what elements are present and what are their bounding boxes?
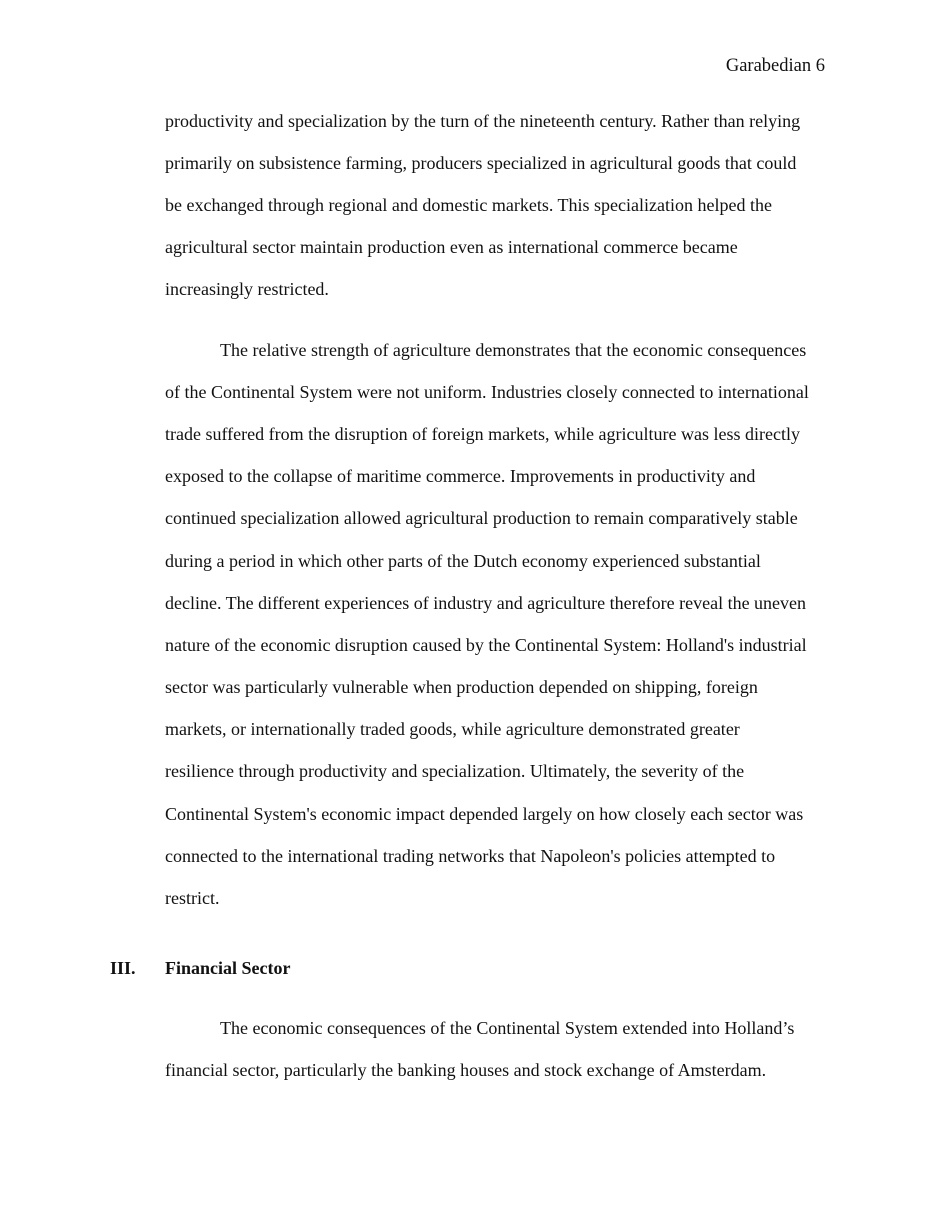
paragraph-line: restrict.: [165, 888, 220, 908]
paragraph-line: exposed to the collapse of maritime commerce. Improvements in productivity and: [165, 466, 756, 486]
paragraph-line: primarily on subsistence farming, producers specialized in agricultural goods that could: [165, 153, 797, 173]
paragraph-line: decline. The different experiences of industry and agriculture therefore reveal the uneven: [165, 593, 807, 613]
paragraph-line: continued specialization allowed agricultural production to remain comparatively stable: [165, 508, 798, 528]
paragraph-line: The relative strength of agriculture demonstrates that the economic consequences: [220, 340, 807, 360]
paragraph-line: sector was particularly vulnerable when production depended on shipping, foreign: [165, 677, 758, 697]
paragraph-line: productivity and specialization by the turn of the nineteenth century. Rather than relying: [165, 111, 801, 131]
paragraph-line: Continental System's economic impact depended largely on how closely each sector was: [165, 804, 804, 824]
paragraph-line: during a period in which other parts of the Dutch economy experienced substantial: [165, 551, 761, 571]
paragraph-line: markets, or internationally traded goods, while agriculture demonstrated greater: [165, 719, 740, 739]
section-title: Financial Sector: [165, 958, 291, 978]
paragraph-line: of the Continental System were not uniform. Industries closely connected to international: [165, 382, 809, 402]
paragraph-line: trade suffered from the disruption of foreign markets, while agriculture was less directly: [165, 424, 800, 444]
paragraph-line: connected to the international trading networks that Napoleon's policies attempted to: [165, 846, 776, 866]
paragraph-line: agricultural sector maintain production even as international commerce became: [165, 237, 738, 257]
paragraph-line: nature of the economic disruption caused by the Continental System: Holland's industrial: [165, 635, 807, 655]
running-head: Garabedian 6: [725, 56, 825, 76]
paragraph-line: increasingly restricted.: [165, 279, 329, 299]
paragraph-line: financial sector, particularly the banking houses and stock exchange of Amsterdam.: [165, 1060, 767, 1080]
paragraph-line: The economic consequences of the Continental System extended into Holland’s: [220, 1018, 795, 1038]
paragraph-line: be exchanged through regional and domestic markets. This specialization helped the: [165, 195, 772, 215]
section-number: III.: [110, 958, 136, 978]
paragraph-line: resilience through productivity and specialization. Ultimately, the severity of the: [165, 761, 745, 781]
